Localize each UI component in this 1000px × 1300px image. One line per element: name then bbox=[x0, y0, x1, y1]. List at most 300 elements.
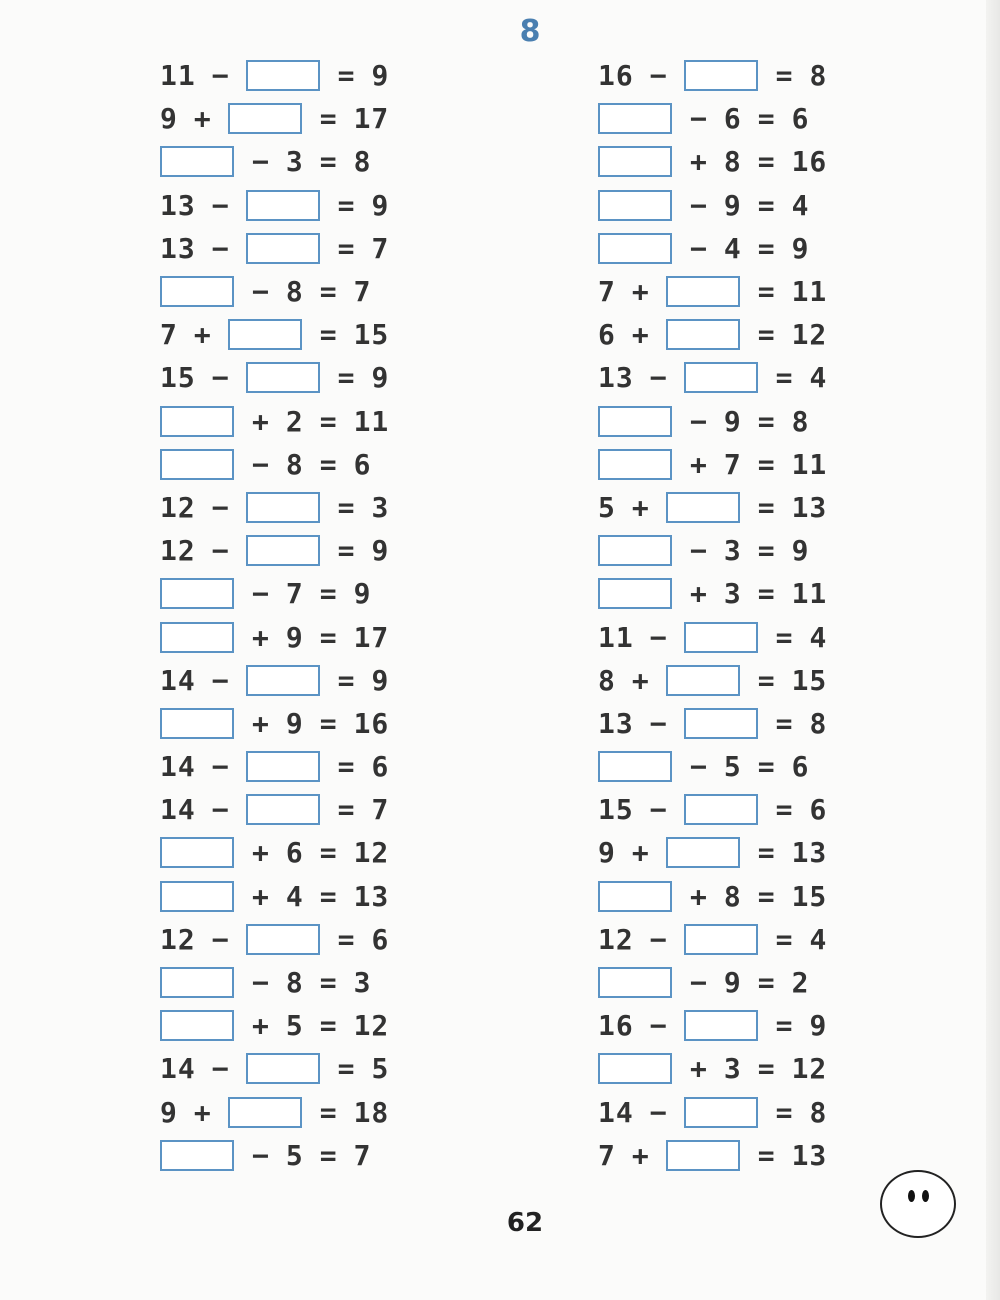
equation-token: = bbox=[757, 966, 776, 1000]
equation-token: 11 bbox=[598, 620, 634, 654]
equation-token: + bbox=[252, 620, 270, 654]
equation-token: = bbox=[319, 447, 338, 481]
equation-row bbox=[160, 961, 405, 1004]
equation-token: 16 bbox=[353, 706, 390, 740]
equation-row bbox=[598, 97, 843, 140]
answer-box[interactable] bbox=[228, 103, 302, 134]
equation-token: 6 bbox=[791, 750, 810, 784]
equation-row bbox=[160, 745, 405, 788]
equation-token: 15 bbox=[791, 879, 828, 913]
equation-row bbox=[160, 572, 405, 615]
equation-token: 4 bbox=[809, 922, 828, 956]
equation-token: = bbox=[319, 404, 338, 438]
equation-token: 16 bbox=[791, 145, 828, 179]
equation-row bbox=[598, 615, 843, 658]
equation-token: − bbox=[211, 59, 230, 93]
equation-token: 9 bbox=[809, 1009, 828, 1043]
equation-token: = bbox=[319, 879, 338, 913]
equation-token: 7 bbox=[160, 318, 178, 352]
equation-row bbox=[598, 1091, 843, 1134]
equation-token: 11 bbox=[791, 577, 828, 611]
answer-box[interactable] bbox=[598, 103, 672, 134]
equation-token: 13 bbox=[160, 188, 196, 222]
equation-token: 12 bbox=[160, 534, 196, 568]
equation-token: 13 bbox=[791, 1138, 828, 1172]
equation-token: − bbox=[690, 750, 708, 784]
equation-token: = bbox=[775, 1009, 794, 1043]
equation-row bbox=[598, 184, 843, 227]
equation-token: + bbox=[252, 836, 270, 870]
equation-row bbox=[160, 97, 405, 140]
equation-token: 8 bbox=[809, 1095, 828, 1129]
answer-box[interactable] bbox=[684, 60, 758, 91]
equation-token: 8 bbox=[809, 59, 828, 93]
equation-row bbox=[598, 1134, 843, 1177]
answer-box[interactable] bbox=[160, 837, 234, 868]
equation-token: = bbox=[337, 188, 356, 222]
answer-box[interactable] bbox=[246, 1053, 320, 1084]
equation-token: 6 bbox=[371, 750, 390, 784]
smiley-face-icon bbox=[880, 1170, 956, 1238]
answer-box[interactable] bbox=[246, 794, 320, 825]
equation-token: − bbox=[252, 447, 270, 481]
equation-token: = bbox=[775, 1095, 794, 1129]
equation-token: 9 bbox=[791, 534, 810, 568]
answer-box[interactable] bbox=[228, 1097, 302, 1128]
equation-token: 6 bbox=[809, 793, 828, 827]
equation-row bbox=[160, 270, 405, 313]
equation-row bbox=[598, 831, 843, 874]
equation-token: 8 bbox=[353, 145, 372, 179]
equation-token: = bbox=[319, 145, 338, 179]
equation-token: 9 bbox=[353, 577, 372, 611]
answer-box[interactable] bbox=[246, 924, 320, 955]
equation-token: 16 bbox=[598, 1009, 634, 1043]
answer-box[interactable] bbox=[160, 1010, 234, 1041]
answer-box[interactable] bbox=[246, 751, 320, 782]
equation-row bbox=[598, 1047, 843, 1090]
equation-token: 6 bbox=[353, 447, 372, 481]
equation-token: − bbox=[211, 188, 230, 222]
answer-box[interactable] bbox=[246, 362, 320, 393]
equation-token: = bbox=[757, 188, 776, 222]
equation-token: + bbox=[690, 447, 708, 481]
equation-token: 14 bbox=[160, 793, 196, 827]
equation-row bbox=[598, 745, 843, 788]
equation-token: + bbox=[252, 1009, 270, 1043]
equation-token: 8 bbox=[598, 663, 616, 697]
equation-row bbox=[598, 313, 843, 356]
equation-token: + bbox=[690, 577, 708, 611]
answer-box[interactable] bbox=[598, 967, 672, 998]
equation-token: 9 bbox=[371, 534, 390, 568]
equation-token: 7 bbox=[371, 793, 390, 827]
equation-token: 8 bbox=[285, 447, 304, 481]
equation-token: = bbox=[757, 879, 776, 913]
answer-box[interactable] bbox=[666, 665, 740, 696]
equation-token: = bbox=[319, 318, 338, 352]
equation-token: = bbox=[757, 836, 776, 870]
equation-token: 5 bbox=[723, 750, 742, 784]
answer-box[interactable] bbox=[160, 1140, 234, 1171]
equation-row bbox=[160, 831, 405, 874]
equation-token: 13 bbox=[791, 836, 828, 870]
equation-token: 9 bbox=[160, 1095, 178, 1129]
equation-token: − bbox=[649, 793, 668, 827]
answer-box[interactable] bbox=[246, 535, 320, 566]
equation-token: = bbox=[319, 706, 338, 740]
page-number: 62 bbox=[506, 1208, 544, 1238]
equation-row bbox=[160, 788, 405, 831]
equation-token: 8 bbox=[791, 404, 810, 438]
equation-token: − bbox=[649, 620, 668, 654]
equation-token: 6 bbox=[598, 318, 616, 352]
answer-box[interactable] bbox=[598, 146, 672, 177]
equation-token: 15 bbox=[160, 361, 196, 395]
answer-box[interactable] bbox=[160, 276, 234, 307]
equation-token: 15 bbox=[353, 318, 390, 352]
equation-token: 9 bbox=[371, 361, 390, 395]
answer-box[interactable] bbox=[160, 622, 234, 653]
equation-token: 12 bbox=[791, 1052, 828, 1086]
equation-row bbox=[160, 486, 405, 529]
equation-token: 8 bbox=[285, 275, 304, 309]
equation-token: 6 bbox=[791, 102, 810, 136]
equation-token: − bbox=[690, 534, 708, 568]
answer-box[interactable] bbox=[160, 406, 234, 437]
equation-token: 13 bbox=[598, 706, 634, 740]
equation-row bbox=[160, 529, 405, 572]
equation-row bbox=[160, 918, 405, 961]
equation-row bbox=[598, 529, 843, 572]
equation-token: + bbox=[690, 879, 708, 913]
equation-token: 8 bbox=[723, 879, 742, 913]
equation-token: = bbox=[337, 534, 356, 568]
equation-row bbox=[160, 1004, 405, 1047]
answer-box[interactable] bbox=[160, 881, 234, 912]
answer-box[interactable] bbox=[598, 1053, 672, 1084]
equation-row bbox=[160, 54, 405, 97]
answer-box[interactable] bbox=[666, 837, 740, 868]
equation-token: − bbox=[211, 1052, 230, 1086]
equation-token: + bbox=[193, 102, 212, 136]
equation-token: = bbox=[319, 1009, 338, 1043]
left-eye-icon bbox=[908, 1190, 915, 1202]
answer-box[interactable] bbox=[246, 492, 320, 523]
equation-token: 13 bbox=[791, 490, 828, 524]
equation-token: 16 bbox=[598, 59, 634, 93]
equation-token: − bbox=[690, 404, 708, 438]
equation-token: = bbox=[319, 966, 338, 1000]
equation-row bbox=[160, 1091, 405, 1134]
answer-box[interactable] bbox=[666, 276, 740, 307]
answer-box[interactable] bbox=[684, 794, 758, 825]
equation-token: + bbox=[193, 318, 212, 352]
equation-row bbox=[160, 313, 405, 356]
equation-token: 12 bbox=[160, 922, 196, 956]
equation-token: + bbox=[631, 663, 650, 697]
equation-token: = bbox=[757, 1052, 776, 1086]
equation-token: 18 bbox=[353, 1095, 390, 1129]
equation-token: = bbox=[337, 922, 356, 956]
answer-box[interactable] bbox=[684, 1010, 758, 1041]
equation-row bbox=[598, 54, 843, 97]
equation-token: − bbox=[690, 102, 708, 136]
equation-token: = bbox=[337, 361, 356, 395]
equation-token: 12 bbox=[791, 318, 828, 352]
equation-token: = bbox=[757, 750, 776, 784]
equation-row bbox=[598, 486, 843, 529]
equation-row bbox=[160, 443, 405, 486]
equation-row bbox=[598, 443, 843, 486]
section-number: 8 bbox=[519, 14, 541, 49]
equation-token: − bbox=[649, 706, 668, 740]
equation-token: − bbox=[252, 966, 270, 1000]
answer-box[interactable] bbox=[246, 60, 320, 91]
equation-token: 11 bbox=[791, 447, 828, 481]
equation-token: 3 bbox=[723, 1052, 742, 1086]
equation-token: − bbox=[649, 922, 668, 956]
equation-token: 13 bbox=[598, 361, 634, 395]
equation-token: = bbox=[757, 447, 776, 481]
equation-row bbox=[598, 659, 843, 702]
equation-token: = bbox=[337, 59, 356, 93]
equation-row bbox=[598, 961, 843, 1004]
equation-token: + bbox=[631, 275, 650, 309]
equation-token: + bbox=[690, 145, 708, 179]
equation-token: 4 bbox=[285, 879, 304, 913]
equation-token: 9 bbox=[723, 188, 742, 222]
equation-token: 9 bbox=[285, 706, 304, 740]
equation-token: 6 bbox=[723, 102, 742, 136]
equation-token: 14 bbox=[598, 1095, 634, 1129]
equation-row bbox=[160, 356, 405, 399]
equation-token: = bbox=[757, 318, 776, 352]
answer-box[interactable] bbox=[684, 708, 758, 739]
equation-row bbox=[598, 702, 843, 745]
equation-token: 15 bbox=[791, 663, 828, 697]
answer-box[interactable] bbox=[598, 449, 672, 480]
answer-box[interactable] bbox=[598, 578, 672, 609]
equation-token: 4 bbox=[723, 231, 742, 265]
equation-token: − bbox=[211, 663, 230, 697]
equation-row bbox=[598, 788, 843, 831]
equation-token: = bbox=[775, 59, 794, 93]
equation-token: = bbox=[319, 102, 338, 136]
answer-box[interactable] bbox=[684, 622, 758, 653]
equation-token: − bbox=[252, 275, 270, 309]
equation-token: 9 bbox=[285, 620, 304, 654]
answer-box[interactable] bbox=[684, 924, 758, 955]
equation-token: 17 bbox=[353, 102, 390, 136]
equation-token: = bbox=[337, 793, 356, 827]
equation-token: 3 bbox=[723, 577, 742, 611]
answer-box[interactable] bbox=[598, 233, 672, 264]
equation-token: − bbox=[649, 361, 668, 395]
equation-token: 14 bbox=[160, 750, 196, 784]
equation-token: 5 bbox=[285, 1138, 304, 1172]
equation-token: + bbox=[631, 836, 650, 870]
equation-token: + bbox=[252, 879, 270, 913]
equation-row bbox=[598, 572, 843, 615]
equation-row bbox=[598, 227, 843, 270]
answer-box[interactable] bbox=[160, 146, 234, 177]
equation-token: 5 bbox=[285, 1009, 304, 1043]
equation-token: 7 bbox=[598, 1138, 616, 1172]
equation-row bbox=[598, 140, 843, 183]
equation-token: + bbox=[193, 1095, 212, 1129]
equation-token: + bbox=[690, 1052, 708, 1086]
equation-row bbox=[598, 918, 843, 961]
equation-token: 9 bbox=[160, 102, 178, 136]
equation-token: − bbox=[211, 490, 230, 524]
equation-row bbox=[160, 702, 405, 745]
answer-box[interactable] bbox=[160, 449, 234, 480]
equation-token: 3 bbox=[371, 490, 390, 524]
right-equation-column bbox=[598, 54, 843, 1177]
equation-token: 2 bbox=[285, 404, 304, 438]
equation-token: − bbox=[649, 1095, 668, 1129]
equation-row bbox=[160, 184, 405, 227]
equation-token: = bbox=[319, 577, 338, 611]
equation-token: = bbox=[775, 361, 794, 395]
equation-token: − bbox=[690, 966, 708, 1000]
answer-box[interactable] bbox=[598, 406, 672, 437]
equation-token: = bbox=[757, 663, 776, 697]
equation-token: 11 bbox=[160, 59, 196, 93]
equation-row bbox=[160, 400, 405, 443]
equation-token: = bbox=[337, 490, 356, 524]
equation-token: = bbox=[775, 620, 794, 654]
equation-token: 5 bbox=[371, 1052, 390, 1086]
equation-token: = bbox=[775, 793, 794, 827]
equation-token: 11 bbox=[353, 404, 390, 438]
equation-token: = bbox=[337, 663, 356, 697]
equation-token: = bbox=[757, 404, 776, 438]
answer-box[interactable] bbox=[160, 578, 234, 609]
equation-token: = bbox=[337, 1052, 356, 1086]
left-equation-column bbox=[160, 54, 405, 1177]
equation-token: 4 bbox=[791, 188, 810, 222]
equation-token: = bbox=[757, 490, 776, 524]
equation-token: 6 bbox=[371, 922, 390, 956]
equation-token: 9 bbox=[598, 836, 616, 870]
equation-token: + bbox=[252, 706, 270, 740]
equation-token: 9 bbox=[371, 188, 390, 222]
answer-box[interactable] bbox=[666, 319, 740, 350]
answer-box[interactable] bbox=[246, 190, 320, 221]
equation-token: 13 bbox=[353, 879, 390, 913]
equation-row bbox=[160, 1047, 405, 1090]
answer-box[interactable] bbox=[598, 751, 672, 782]
equation-token: 3 bbox=[285, 145, 304, 179]
equation-token: 13 bbox=[160, 231, 196, 265]
equation-token: = bbox=[757, 145, 776, 179]
equation-token: 14 bbox=[160, 663, 196, 697]
equation-row bbox=[160, 615, 405, 658]
equation-token: 5 bbox=[598, 490, 616, 524]
equation-token: = bbox=[319, 1138, 338, 1172]
equation-row bbox=[598, 400, 843, 443]
equation-token: 6 bbox=[285, 836, 304, 870]
equation-token: = bbox=[757, 1138, 776, 1172]
equation-token: + bbox=[631, 490, 650, 524]
equation-row bbox=[160, 140, 405, 183]
equation-token: + bbox=[631, 1138, 650, 1172]
equation-token: = bbox=[757, 275, 776, 309]
equation-token: + bbox=[631, 318, 650, 352]
equation-token: − bbox=[690, 231, 708, 265]
answer-box[interactable] bbox=[684, 1097, 758, 1128]
equation-token: = bbox=[757, 534, 776, 568]
equation-token: 8 bbox=[809, 706, 828, 740]
equation-token: − bbox=[211, 793, 230, 827]
answer-box[interactable] bbox=[598, 190, 672, 221]
answer-box[interactable] bbox=[160, 708, 234, 739]
equation-token: 4 bbox=[809, 361, 828, 395]
equation-row bbox=[160, 227, 405, 270]
equation-token: 7 bbox=[285, 577, 304, 611]
equation-token: + bbox=[252, 404, 270, 438]
equation-token: = bbox=[757, 102, 776, 136]
equation-row bbox=[598, 356, 843, 399]
equation-token: 12 bbox=[353, 836, 390, 870]
equation-token: 3 bbox=[353, 966, 372, 1000]
equation-token: 14 bbox=[160, 1052, 196, 1086]
equation-token: 9 bbox=[791, 231, 810, 265]
answer-box[interactable] bbox=[160, 967, 234, 998]
answer-box[interactable] bbox=[246, 233, 320, 264]
equation-token: − bbox=[649, 1009, 668, 1043]
equation-token: 12 bbox=[160, 490, 196, 524]
equation-token: 9 bbox=[723, 966, 742, 1000]
equation-token: 9 bbox=[371, 59, 390, 93]
equation-token: = bbox=[319, 275, 338, 309]
equation-token: 4 bbox=[809, 620, 828, 654]
equation-token: = bbox=[319, 836, 338, 870]
answer-box[interactable] bbox=[228, 319, 302, 350]
equation-token: − bbox=[252, 145, 270, 179]
page-binding-edge bbox=[986, 0, 1000, 1300]
equation-token: = bbox=[775, 922, 794, 956]
answer-box[interactable] bbox=[598, 881, 672, 912]
equation-token: − bbox=[649, 59, 668, 93]
equation-row bbox=[598, 1004, 843, 1047]
answer-box[interactable] bbox=[666, 492, 740, 523]
equation-token: 7 bbox=[353, 1138, 372, 1172]
equation-token: − bbox=[211, 922, 230, 956]
equation-token: 7 bbox=[371, 231, 390, 265]
answer-box[interactable] bbox=[246, 665, 320, 696]
answer-box[interactable] bbox=[598, 535, 672, 566]
equation-token: = bbox=[319, 1095, 338, 1129]
equation-row bbox=[160, 875, 405, 918]
equation-token: 11 bbox=[791, 275, 828, 309]
right-eye-icon bbox=[922, 1190, 929, 1202]
equation-row bbox=[160, 1134, 405, 1177]
equation-row bbox=[598, 270, 843, 313]
equation-token: − bbox=[211, 534, 230, 568]
equation-token: = bbox=[337, 231, 356, 265]
equation-token: − bbox=[211, 361, 230, 395]
equation-token: 8 bbox=[285, 966, 304, 1000]
answer-box[interactable] bbox=[666, 1140, 740, 1171]
equation-token: = bbox=[757, 231, 776, 265]
answer-box[interactable] bbox=[684, 362, 758, 393]
equation-token: − bbox=[252, 1138, 270, 1172]
equation-token: − bbox=[690, 188, 708, 222]
equation-token: = bbox=[337, 750, 356, 784]
